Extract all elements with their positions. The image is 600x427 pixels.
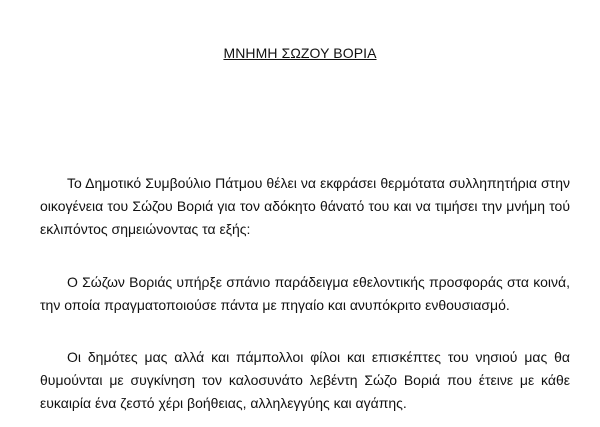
- document-title: ΜΝΗΜΗ ΣΩΖΟΥ ΒΟΡΙΑ: [223, 45, 377, 61]
- paragraph-condolences: Το Δημοτικό Συμβούλιο Πάτμου θέλει να εκφράσει θερμότατα συλληπητήρια στην οικογένεια του Σώζου Βοριά για τον αδόκητο θάνατό του και να τιμήσει την μνήμη τού εκλιπόντος σημειώνοντας τα εξής:: [40, 175, 570, 237]
- paragraph-volunteer-example: Ο Σώζων Βοριάς υπήρξε σπάνιο παράδειγμα εθελοντικής προσφοράς στα κοινά, την οποία πραγματοποιούσε πάντα με πηγαίο και ανυπόκριτο ενθουσιασμό.: [40, 274, 570, 313]
- paragraph-remembrance: Οι δημότες μας αλλά και πάμπολλοι φίλοι και επισκέπτες του νησιού μας θα θυμούνται με συγκίνηση τον καλοσυνάτο λεβέντη Σώζο Βοριά που έτεινε με κάθε ευκαιρία ένα ζεστό χέρι βοήθειας, αλληλεγγύης και αγάπης.: [40, 349, 570, 411]
